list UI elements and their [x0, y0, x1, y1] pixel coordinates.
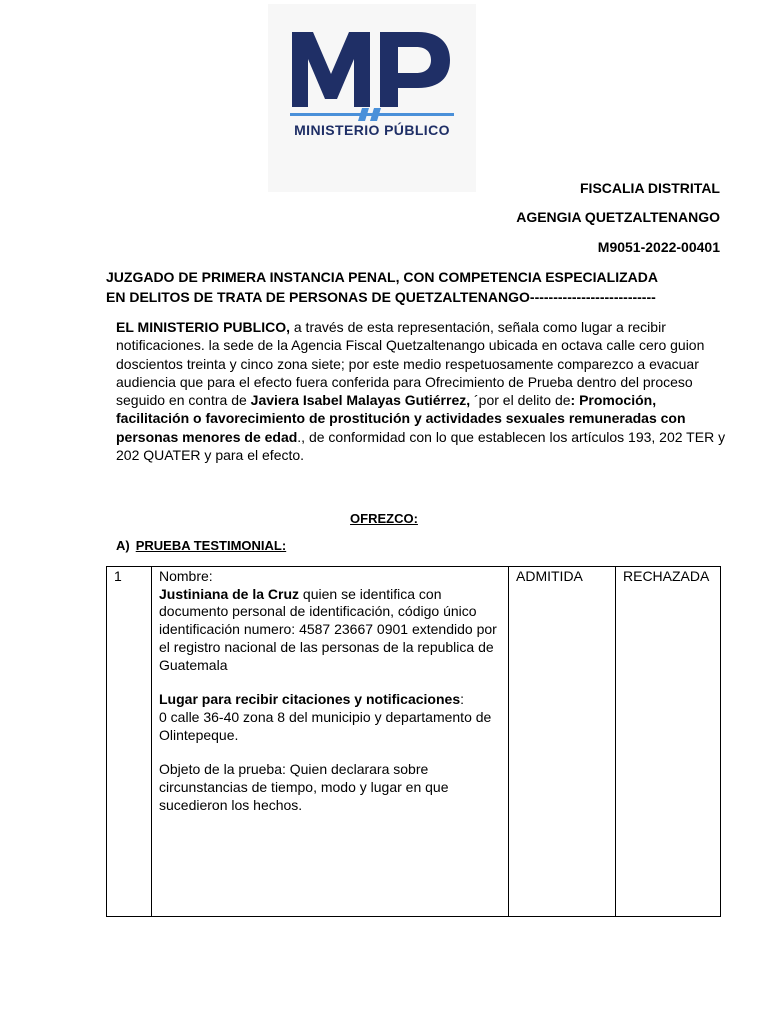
- name-label: Nombre:: [159, 568, 213, 584]
- intro-paragraph: [116, 318, 726, 464]
- court-line-2: EN DELITOS DE TRATA DE PERSONAS DE QUETZALTENANGO---------------------------: [106, 289, 656, 305]
- witness-details: [152, 567, 509, 917]
- crime-name: : Promoción, facilitación o favorecimiento de prostitución y actividades sexuales remuneradas con personas menores de edad: [116, 392, 686, 445]
- accused-name: Javiera Isabel Malayas Gutiérrez,: [250, 392, 471, 409]
- section-letter: A): [116, 538, 130, 553]
- address-text: 0 calle 36-40 zona 8 del municipio y departamento de Olintepeque.: [159, 708, 492, 743]
- testimonial-table: [106, 566, 721, 917]
- table-row: [107, 567, 721, 917]
- court-addressee: [106, 267, 726, 307]
- logo-caption: MINISTERIO PÚBLICO: [294, 122, 450, 138]
- row-number: 1: [107, 567, 152, 917]
- court-line-1: JUZGADO DE PRIMERA INSTANCIA PENAL, CON COMPETENCIA ESPECIALIZADA: [106, 269, 658, 285]
- agency-heading: AGENGIA QUETZALTENANGO: [516, 209, 720, 225]
- intro-text: a través de esta representación, señala como lugar a recibir notificaciones. la sede de la Agencia Fiscal Quetzaltenango ubicada en octava calle cero guion doscientos treinta y cinco zona siete; por este medio respetuosamente comparezco a evacuar audiencia que para el efecto fuera conferida para Ofrecimiento de Prueba dentro del proceso seguido en contra de: [116, 319, 705, 409]
- section-title: PRUEBA TESTIMONIAL:: [135, 538, 287, 553]
- subject-name: EL MINISTERIO PUBLICO,: [116, 319, 290, 335]
- ministerio-publico-logo: [268, 4, 476, 192]
- address-label: Lugar para recibir citaciones y notificaciones: [159, 691, 461, 708]
- evidence-purpose: Objeto de la prueba: Quien declarara sobre circunstancias de tiempo, modo y lugar en que sucedieron los hechos.: [159, 761, 449, 813]
- admitted-column: ADMITIDA: [509, 567, 616, 917]
- witness-identification: [159, 586, 501, 675]
- offer-heading: OFREZCO:: [350, 511, 418, 526]
- witness-name: Justiniana de la Cruz: [159, 585, 300, 602]
- witness-address: Lugar para recibir citaciones y notificaciones:: [159, 691, 464, 708]
- section-heading: [116, 538, 286, 553]
- rejected-column: RECHAZADA: [616, 567, 721, 917]
- mp-logo-graphic: [268, 4, 476, 192]
- legal-basis-text: ., de conformidad con lo que establecen los artículos 193, 202 TER y 202 QUATER y para el efecto.: [116, 428, 726, 464]
- witness-id-text: quien se identifica con documento personal de identificación, código único identificación numero: 4587 23667 0901 extendido por el registro nacional de las personas de la republica de Guatemala: [159, 585, 497, 673]
- crime-intro: ´por el delito de: [470, 392, 571, 409]
- case-number: M9051-2022-00401: [597, 239, 720, 255]
- fiscalia-heading: FISCALIA DISTRITAL: [580, 180, 720, 196]
